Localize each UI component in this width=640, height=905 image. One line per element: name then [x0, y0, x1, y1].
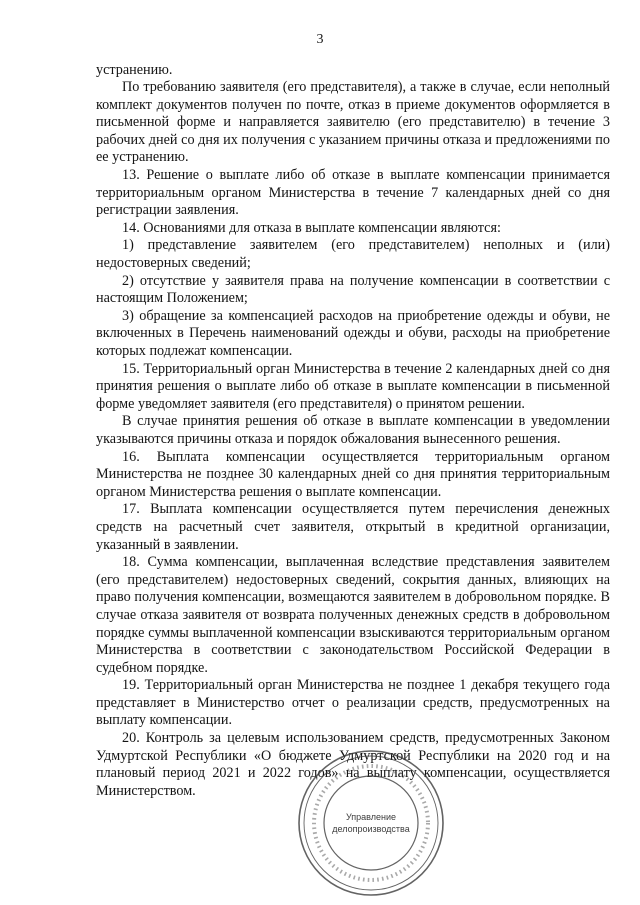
list-item-3: 3) обращение за компенсацией расходов на приобретение одежды и обуви, не включенных в Перечень наименований одежды и обуви, расходы на приобретение которых подлежат компенсации. [96, 307, 610, 359]
paragraph: устранению. [96, 61, 173, 78]
paragraph-13: 13. Решение о выплате либо об отказе в выплате компенсации принимается территориальным органом Министерства в течение 7 календарных дней со дня регистрации заявления. [96, 167, 610, 219]
paragraph-17: 17. Выплата компенсации осуществляется путем перечисления денежных средств на расчетный счет заявителя, открытый в кредитной организации, указанный в заявлении. [96, 501, 610, 553]
paragraph-14: 14. Основаниями для отказа в выплате компенсации являются: [122, 219, 501, 236]
paragraph-20: 20. Контроль за целевым использованием средств, предусмотренных Законом Удмуртской Республики «О бюджете Удмуртской Республики на 2020 год и на плановый период 2021 и 2022 годов» на выплату компенсации, осуществляется Министерством. [96, 730, 610, 799]
document-body [96, 62, 610, 801]
paragraph: В случае принятия решения об отказе в выплате компенсации в уведомлении указываются причины отказа и порядок обжалования вынесенного решения. [96, 413, 610, 447]
paragraph: По требованию заявителя (его представителя), а также в случае, если неполный комплект документов получен по почте, отказ в приеме документов оформляется в письменной форме и направляется заявителю (его представителю) в течение 3 рабочих дней со дня их получения с указанием причины отказа и предложениями по ее устранению. [96, 79, 610, 166]
paragraph-18: 18. Сумма компенсации, выплаченная вследствие представления заявителем (его представителем) недостоверных сведений, сокрытия данных, влияющих на право получения компенсации, возмещаются заявителем в добровольном порядке. В случае отказа заявителя от возврата полученных денежных средств в добровольном порядке суммы выплаченной компенсации взыскиваются территориальным органом Министерства в соответствии с законодательством Российской Федерации в судебном порядке. [96, 554, 610, 676]
paragraph-19: 19. Территориальный орган Министерства не позднее 1 декабря текущего года представляет в Министерство отчет о реализации средств, предусмотренных на выплату компенсации. [96, 677, 610, 729]
paragraph-15: 15. Территориальный орган Министерства в течение 2 календарных дней со дня принятия решения о выплате либо об отказе в выплате компенсации в письменной форме уведомляет заявителя (его представителя) о принятом решении. [96, 360, 610, 412]
page-number: 3 [316, 32, 324, 47]
paragraph-16: 16. Выплата компенсации осуществляется территориальным органом Министерства не позднее 30 календарных дней со дня принятия территориальным органом Министерства решения о выплате компенсации. [96, 448, 610, 500]
list-item-1: 1) представление заявителем (его представителем) неполных и (или) недостоверных сведений; [96, 237, 610, 272]
stamp-text-line1: Управление [345, 812, 397, 822]
official-stamp [296, 748, 446, 898]
stamp-text-line2: делопроизводства [332, 824, 410, 834]
list-item-2: 2) отсутствие у заявителя права на получение компенсации в соответствии с настоящим Положением; [96, 272, 610, 307]
